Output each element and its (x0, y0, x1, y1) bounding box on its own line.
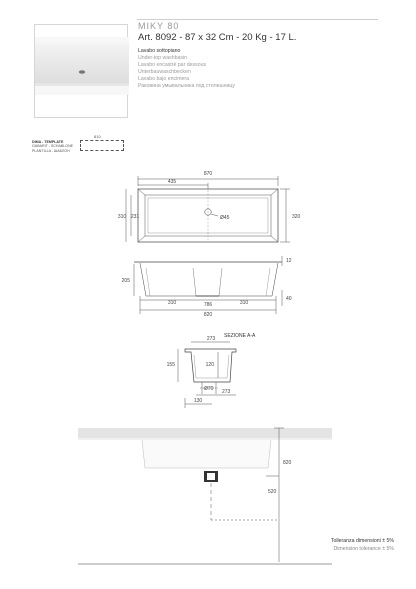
dim-inner-depth-2: 231 (130, 214, 140, 220)
dim-rim: 12 (286, 258, 292, 264)
template-line-3: PLANTILLA - ШАБЛОН (32, 148, 70, 153)
section-view (178, 342, 236, 408)
section-title: SEZIONE A-A (224, 333, 256, 339)
description-it: Lavabo sottopiano (138, 48, 181, 54)
dim-width: 870 (203, 171, 213, 177)
dim-front-center: 786 (203, 302, 213, 308)
dim-install-total: 820 (283, 460, 292, 466)
dim-drain-offset: 435 (167, 179, 177, 185)
model-name: MIKY 80 (138, 21, 180, 31)
dim-section-bottom-2: 130 (193, 398, 203, 404)
dim-section-bottom-1: 273 (222, 389, 231, 395)
top-view (126, 176, 290, 242)
dim-section-top: 273 (206, 336, 216, 342)
dim-section-height: 155 (166, 362, 175, 368)
dim-front-overall: 820 (203, 312, 213, 318)
description-de: Unterbauwaschbecken (138, 69, 191, 75)
dim-inner-depth-1: 310 (117, 214, 127, 220)
dim-front-right: 310 (239, 300, 249, 306)
dim-base: 40 (286, 296, 292, 302)
article-line: Art. 8092 - 87 x 32 Cm - 20 Kg - 17 L. (138, 32, 297, 43)
description-en: Under-top washbasin (138, 55, 188, 61)
description-es: Lavabo bajo encimera (138, 76, 190, 82)
description-fr: Lavabo encastré par dessous (138, 62, 207, 68)
dim-height: 205 (121, 278, 130, 284)
description-ru: Раковина умывальника под столешницу (138, 83, 235, 89)
template-dimension: 810 (94, 134, 101, 139)
dim-depth: 320 (292, 214, 301, 220)
dim-front-left: 310 (167, 300, 177, 306)
tolerance-en: Dimension tolerance ± 5% (333, 546, 394, 552)
dim-drain: Ø45 (220, 215, 230, 221)
tolerance-it: Tolleranza dimensioni ± 5% (330, 538, 394, 544)
template-line-2: GABARIT - SCHABLONE (32, 144, 74, 149)
installation-view (78, 428, 332, 564)
dim-section-inner: 120 (205, 362, 214, 368)
dim-install-drain: 520 (268, 489, 277, 495)
template-line-1: DIMA - TEMPLATE (32, 140, 64, 144)
dim-section-drain: Ø70 (204, 386, 214, 392)
